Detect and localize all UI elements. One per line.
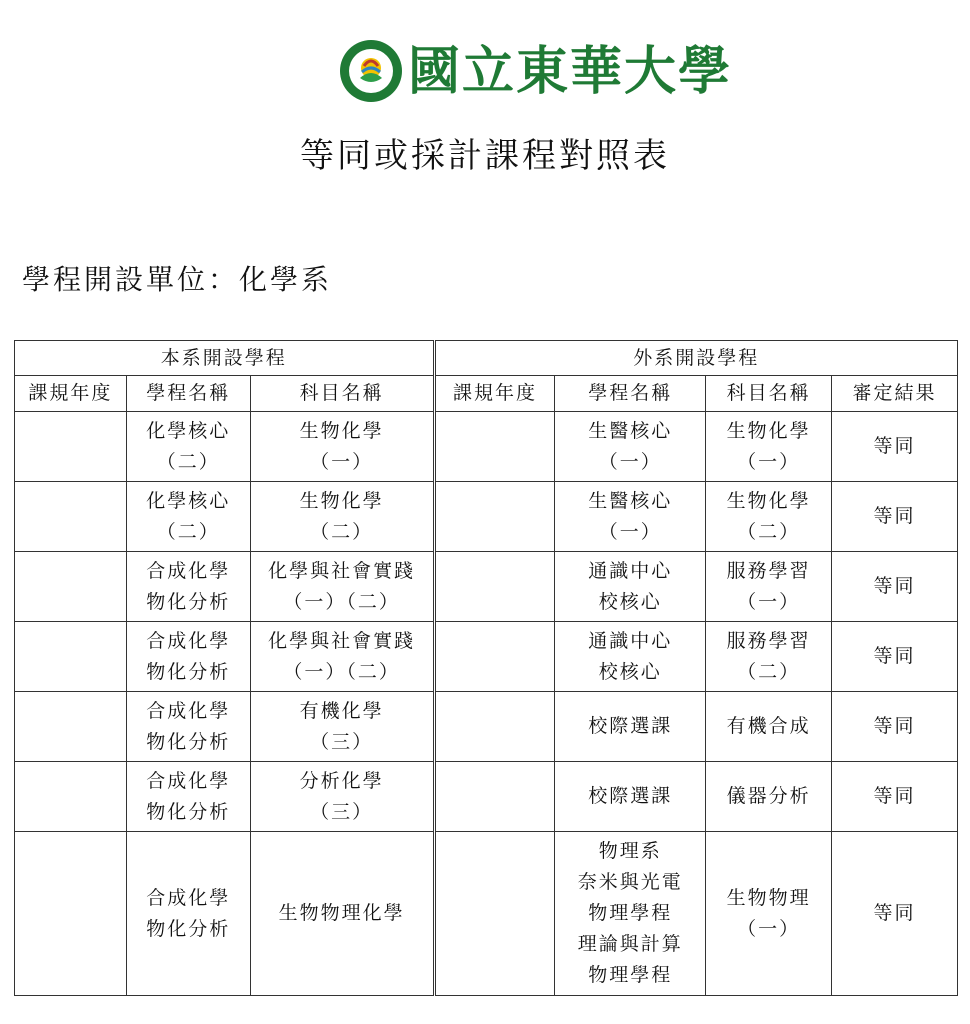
right-program-cell: 生醫核心 （一） [555,482,706,552]
col-header: 科目名稱 [250,376,434,412]
right-year-cell [434,622,555,692]
result-cell: 等同 [832,622,958,692]
right-course-cell: 儀器分析 [706,762,832,832]
table-row [15,412,958,482]
left-program-cell: 合成化學 物化分析 [126,832,250,996]
left-course-cell: 生物化學 （一） [250,412,434,482]
left-program-cell: 合成化學 物化分析 [126,762,250,832]
table-row [15,552,958,622]
right-course-cell: 服務學習 （二） [706,622,832,692]
table-row [15,762,958,832]
right-program-cell: 生醫核心 （一） [555,412,706,482]
right-year-cell [434,832,555,996]
table-row [15,832,958,996]
col-header: 學程名稱 [555,376,706,412]
right-program-cell: 通識中心 校核心 [555,552,706,622]
right-course-cell: 生物化學 （一） [706,412,832,482]
left-course-cell: 化學與社會實踐 （一）（二） [250,552,434,622]
left-year-cell [15,622,127,692]
col-header: 科目名稱 [706,376,832,412]
group-right-header: 外系開設學程 [434,341,957,376]
col-header: 課規年度 [434,376,555,412]
right-program-cell: 校際選課 [555,692,706,762]
left-course-cell: 有機化學 （三） [250,692,434,762]
left-program-cell: 合成化學 物化分析 [126,692,250,762]
left-year-cell [15,552,127,622]
right-year-cell [434,552,555,622]
left-program-cell: 合成化學 物化分析 [126,552,250,622]
left-year-cell [15,692,127,762]
right-year-cell [434,762,555,832]
left-program-cell: 化學核心 （二） [126,482,250,552]
comparison-table [14,340,958,996]
left-year-cell [15,762,127,832]
table-row [15,482,958,552]
unit-label: 學程開設單位：化學系 [22,263,333,296]
right-year-cell [434,412,555,482]
result-cell: 等同 [832,482,958,552]
group-header-row [15,341,958,376]
left-course-cell: 化學與社會實踐 （一）（二） [250,622,434,692]
result-cell: 等同 [832,412,958,482]
right-course-cell: 有機合成 [706,692,832,762]
table-row [15,622,958,692]
university-name: 國立東華大學 [408,41,733,102]
right-program-cell: 校際選課 [555,762,706,832]
result-cell: 等同 [832,692,958,762]
group-left-header: 本系開設學程 [15,341,435,376]
left-course-cell: 生物化學 （二） [250,482,434,552]
left-year-cell [15,832,127,996]
right-course-cell: 服務學習 （一） [706,552,832,622]
result-cell: 等同 [832,762,958,832]
col-header: 學程名稱 [126,376,250,412]
result-cell: 等同 [832,552,958,622]
left-course-cell: 生物物理化學 [250,832,434,996]
col-header: 審定結果 [832,376,958,412]
right-year-cell [434,482,555,552]
left-program-cell: 化學核心 （二） [126,412,250,482]
left-year-cell [15,412,127,482]
left-year-cell [15,482,127,552]
table-row [15,692,958,762]
university-emblem-icon [338,38,404,104]
header [0,38,970,108]
column-header-row [15,376,958,412]
right-program-cell: 通識中心 校核心 [555,622,706,692]
result-cell: 等同 [832,832,958,996]
right-course-cell: 生物物理 （一） [706,832,832,996]
col-header: 課規年度 [15,376,127,412]
page-title: 等同或採計課程對照表 [300,136,670,176]
right-year-cell [434,692,555,762]
right-course-cell: 生物化學 （二） [706,482,832,552]
left-program-cell: 合成化學 物化分析 [126,622,250,692]
left-course-cell: 分析化學 （三） [250,762,434,832]
right-program-cell: 物理系 奈米與光電 物理學程 理論與計算 物理學程 [555,832,706,996]
